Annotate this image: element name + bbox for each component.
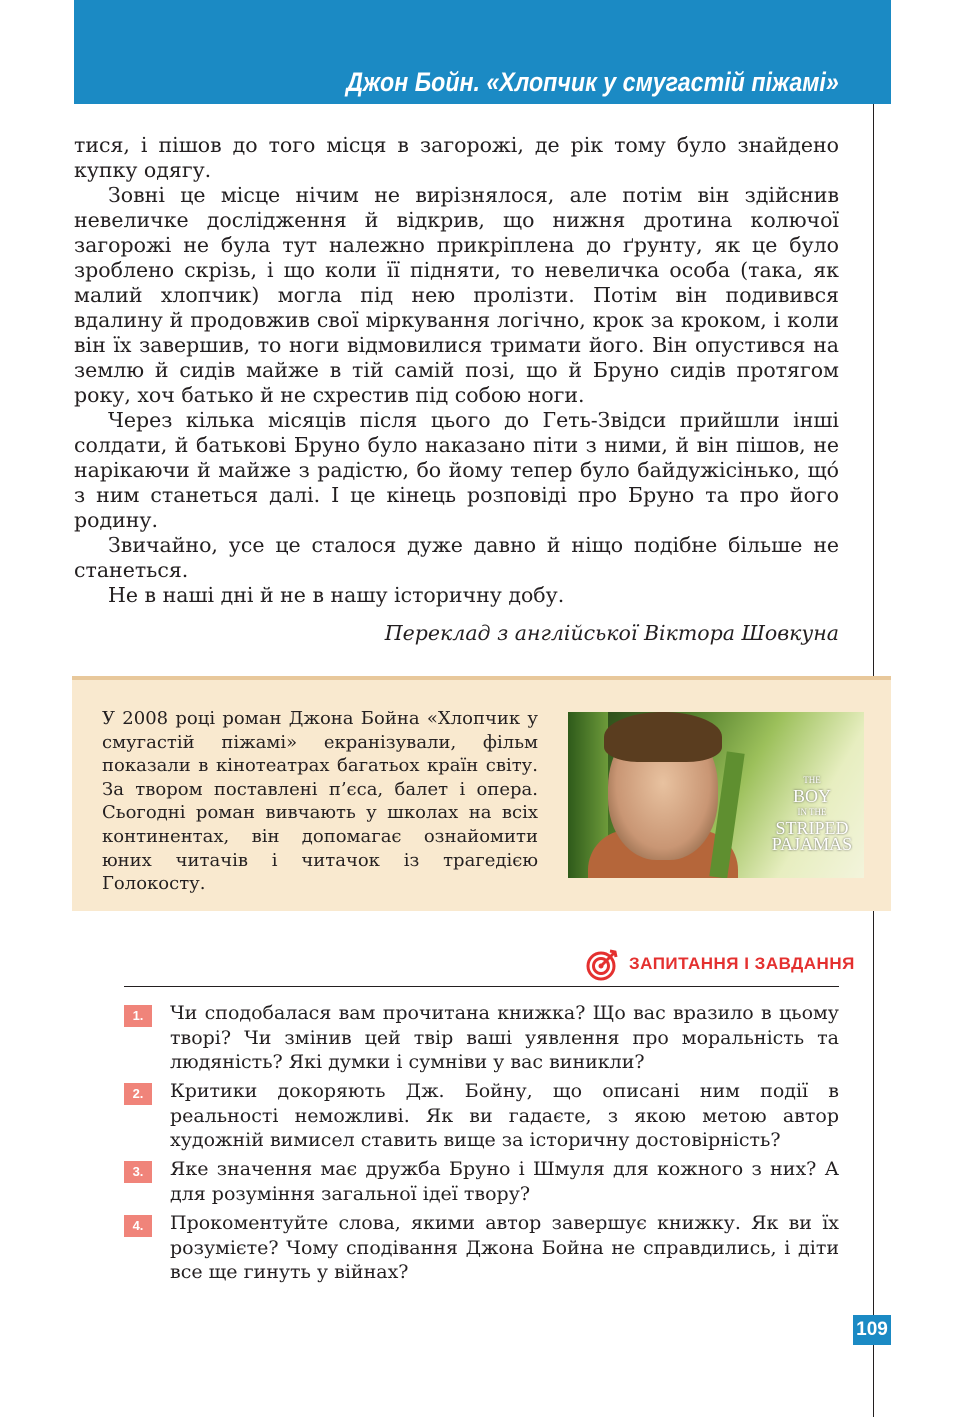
boy-hair [604, 712, 722, 762]
question-text: Прокоментуйте слова, якими автор завершує книжку. Як ви їх розумієте? Чому сподівання Джона Бойна не справдились, і діти все ще гинуть у війнах? [170, 1212, 839, 1283]
paragraph: Звичайно, усе це сталося дуже давно й ніщо подібне більше не станеться. [74, 533, 839, 582]
question-number: 2. [124, 1083, 152, 1105]
paragraph: Через кілька місяців після цього до Геть-Звідси прийшли інші солдати, й батькові Бруно було наказано піти з ними, й він пішов, не нарікаючи й майже з радістю, бо йому тепер було байдужісінько, що́ з ним станеться далі. І це кінець розповіді про Бруно та про його родину. [74, 408, 839, 532]
question-number: 4. [124, 1215, 152, 1237]
paragraph: Зовні це місце нічим не вирізнялося, але потім він здійснив невеличке дослідження й відкрив, що нижня дротина колючої загорожі не була тут належно прикріплена до ґрунту, як це було зроблено скрізь, і що коли її підняти, то невеличка особа (така, як малий хлопчик) могла під нею пролізти. Потім він подивився вдалину й продовжив свої міркування логічно, крок за кроком, і коли він їх завершив, то ноги відмовилися тримати його. Він опустився на землю й сидів майже в тій самій позі, що й Бруно сидів протягом року, хоч батько й не схрестив під собою ноги. [74, 183, 839, 407]
film-still-image [568, 712, 864, 878]
questions-heading-label: ЗАПИТАННЯ І ЗАВДАННЯ [629, 954, 855, 973]
question-number: 3. [124, 1161, 152, 1183]
page-header-title: Джон Бойн. «Хлопчик у смугастій піжамі» [346, 67, 839, 97]
paragraph: Не в наші дні й не в нашу історичну добу. [108, 583, 565, 607]
translator-credit: Переклад з англійської Віктора Шовкуна [384, 621, 839, 645]
paragraph: тися, і пішов до того місця в загорожі, де рік тому було знайдено купку одягу. [74, 133, 839, 182]
film-poster-title: THE BOY IN THE STRIPED PAJAMAS [771, 775, 853, 854]
questions-heading [586, 947, 855, 981]
story-text [74, 133, 839, 608]
info-box-text: У 2008 році роман Джона Бойна «Хлопчик у смугастій піжамі» екранізували, фільм показали в кінотеатрах багатьох країн світу. За твором поставлені п’єса, балет і опера. Сьогодні роман вивчають у школах на всіх континентах, він допомагає ознайомити юних читачів і читачок із трагедією Голокосту. [102, 708, 538, 895]
question-text: Яке значення має дружба Бруно і Шмуля для кожного з них? А для розуміння загальної ідеї твору? [170, 1158, 839, 1205]
question-text: Критики докоряють Дж. Бойну, що описані ним події в реальності неможливі. Як ви гадаєте, з якою метою автор художній вимисел ставить вище за історичну достовірність? [170, 1080, 839, 1151]
questions-divider [124, 986, 839, 987]
question-number: 1. [124, 1005, 152, 1027]
question-text: Чи сподобалася вам прочитана книжка? Що вас вразило в цьому творі? Чи змінив цей твір ваші уявлення про моральність та людяність? Які думки і сумніви у вас виникли? [170, 1002, 839, 1073]
page-number: 109 [853, 1315, 891, 1345]
header-band [74, 0, 891, 104]
target-icon [586, 947, 620, 981]
info-box [72, 676, 891, 911]
